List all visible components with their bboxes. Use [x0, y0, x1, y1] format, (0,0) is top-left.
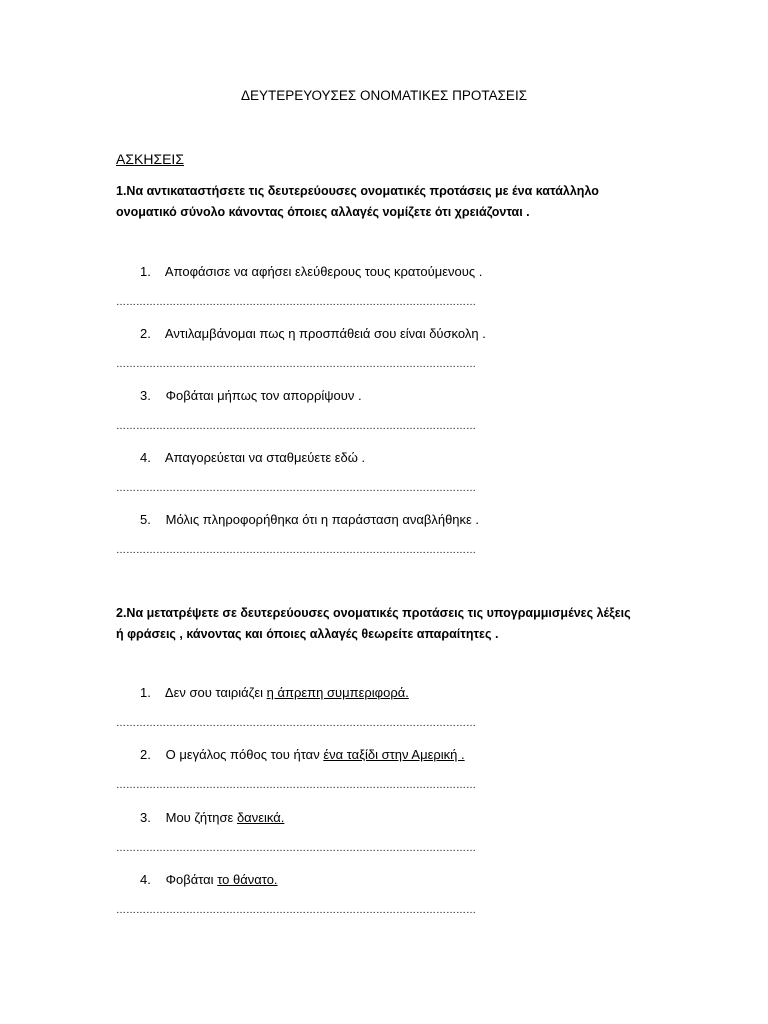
- item-text: Φοβάται μήπως τον απορρίψουν .: [165, 388, 362, 403]
- item-number: 5.: [140, 512, 151, 527]
- exercise-2-instruction: [116, 603, 716, 645]
- underlined-phrase: δανεικά.: [236, 810, 285, 825]
- answer-line[interactable]: ………………………………………………………………………………………………: [116, 483, 476, 494]
- exercise-2-item-4: [140, 872, 278, 887]
- item-number: 2.: [140, 326, 151, 341]
- exercise-2-item-1: [140, 685, 409, 700]
- exercise-1-instruction-line-2: ονοματικό σύνολο κάνοντας όποιες αλλαγές νομίζετε ότι χρειάζονται .: [116, 205, 530, 219]
- exercise-1-item-2: [140, 326, 486, 341]
- item-number: 4.: [140, 872, 151, 887]
- item-number: 4.: [140, 450, 151, 465]
- page-title: ΔΕΥΤΕΡΕΥΟΥΣΕΣ ΟΝΟΜΑΤΙΚΕΣ ΠΡΟΤΑΣΕΙΣ: [240, 88, 528, 103]
- item-text: Μόλις πληροφορήθηκα ότι η παράσταση αναβλήθηκε .: [165, 512, 480, 527]
- exercise-2-instruction-line-1: 2.Να μετατρέψετε σε δευτερεύουσες ονοματικές προτάσεις τις υπογραμμισμένες λέξεις: [116, 606, 631, 620]
- exercise-1-item-5: [140, 512, 479, 527]
- underlined-phrase: η άπρεπη συμπεριφορά.: [266, 685, 409, 700]
- item-number: 2.: [140, 747, 151, 762]
- answer-line[interactable]: ………………………………………………………………………………………………: [116, 718, 476, 729]
- exercise-1-instruction: [116, 181, 676, 223]
- item-text: Απαγορεύεται να σταθμεύετε εδώ .: [164, 450, 366, 465]
- answer-line[interactable]: ………………………………………………………………………………………………: [116, 297, 476, 308]
- answer-line[interactable]: ………………………………………………………………………………………………: [116, 421, 476, 432]
- item-text: Φοβάται: [165, 872, 218, 887]
- item-text: Αντιλαμβάνομαι πως η προσπάθειά σου είναι δύσκολη .: [164, 326, 486, 341]
- answer-line[interactable]: ………………………………………………………………………………………………: [116, 545, 476, 556]
- underlined-phrase: ένα ταξίδι στην Αμερική .: [323, 747, 465, 762]
- item-text: Ο μεγάλος πόθος του ήταν: [165, 747, 324, 762]
- exercise-2-instruction-line-2: ή φράσεις , κάνοντας και όποιες αλλαγές θεωρείτε απαραίτητες .: [116, 627, 499, 641]
- exercise-1-instruction-line-1: 1.Να αντικαταστήσετε τις δευτερεύουσες ονοματικές προτάσεις με ένα κατάλληλο: [116, 184, 599, 198]
- exercise-1-item-3: [140, 388, 362, 403]
- underlined-phrase: το θάνατο.: [217, 872, 278, 887]
- exercise-1-item-4: [140, 450, 365, 465]
- section-heading: ΑΣΚΗΣΕΙΣ: [116, 151, 184, 167]
- exercise-2-item-3: [140, 810, 284, 825]
- item-number: 1.: [140, 264, 151, 279]
- item-number: 3.: [140, 810, 151, 825]
- exercise-2-item-2: [140, 747, 465, 762]
- item-text: Μου ζήτησε: [165, 810, 237, 825]
- item-text: Δεν σου ταιριάζει: [164, 685, 267, 700]
- answer-line[interactable]: ………………………………………………………………………………………………: [116, 780, 476, 791]
- answer-line[interactable]: ………………………………………………………………………………………………: [116, 905, 476, 916]
- item-number: 1.: [140, 685, 151, 700]
- exercise-1-item-1: [140, 264, 482, 279]
- item-text: Αποφάσισε να αφήσει ελεύθερους τους κρατούμενους .: [164, 264, 483, 279]
- answer-line[interactable]: ………………………………………………………………………………………………: [116, 359, 476, 370]
- item-number: 3.: [140, 388, 151, 403]
- answer-line[interactable]: ………………………………………………………………………………………………: [116, 843, 476, 854]
